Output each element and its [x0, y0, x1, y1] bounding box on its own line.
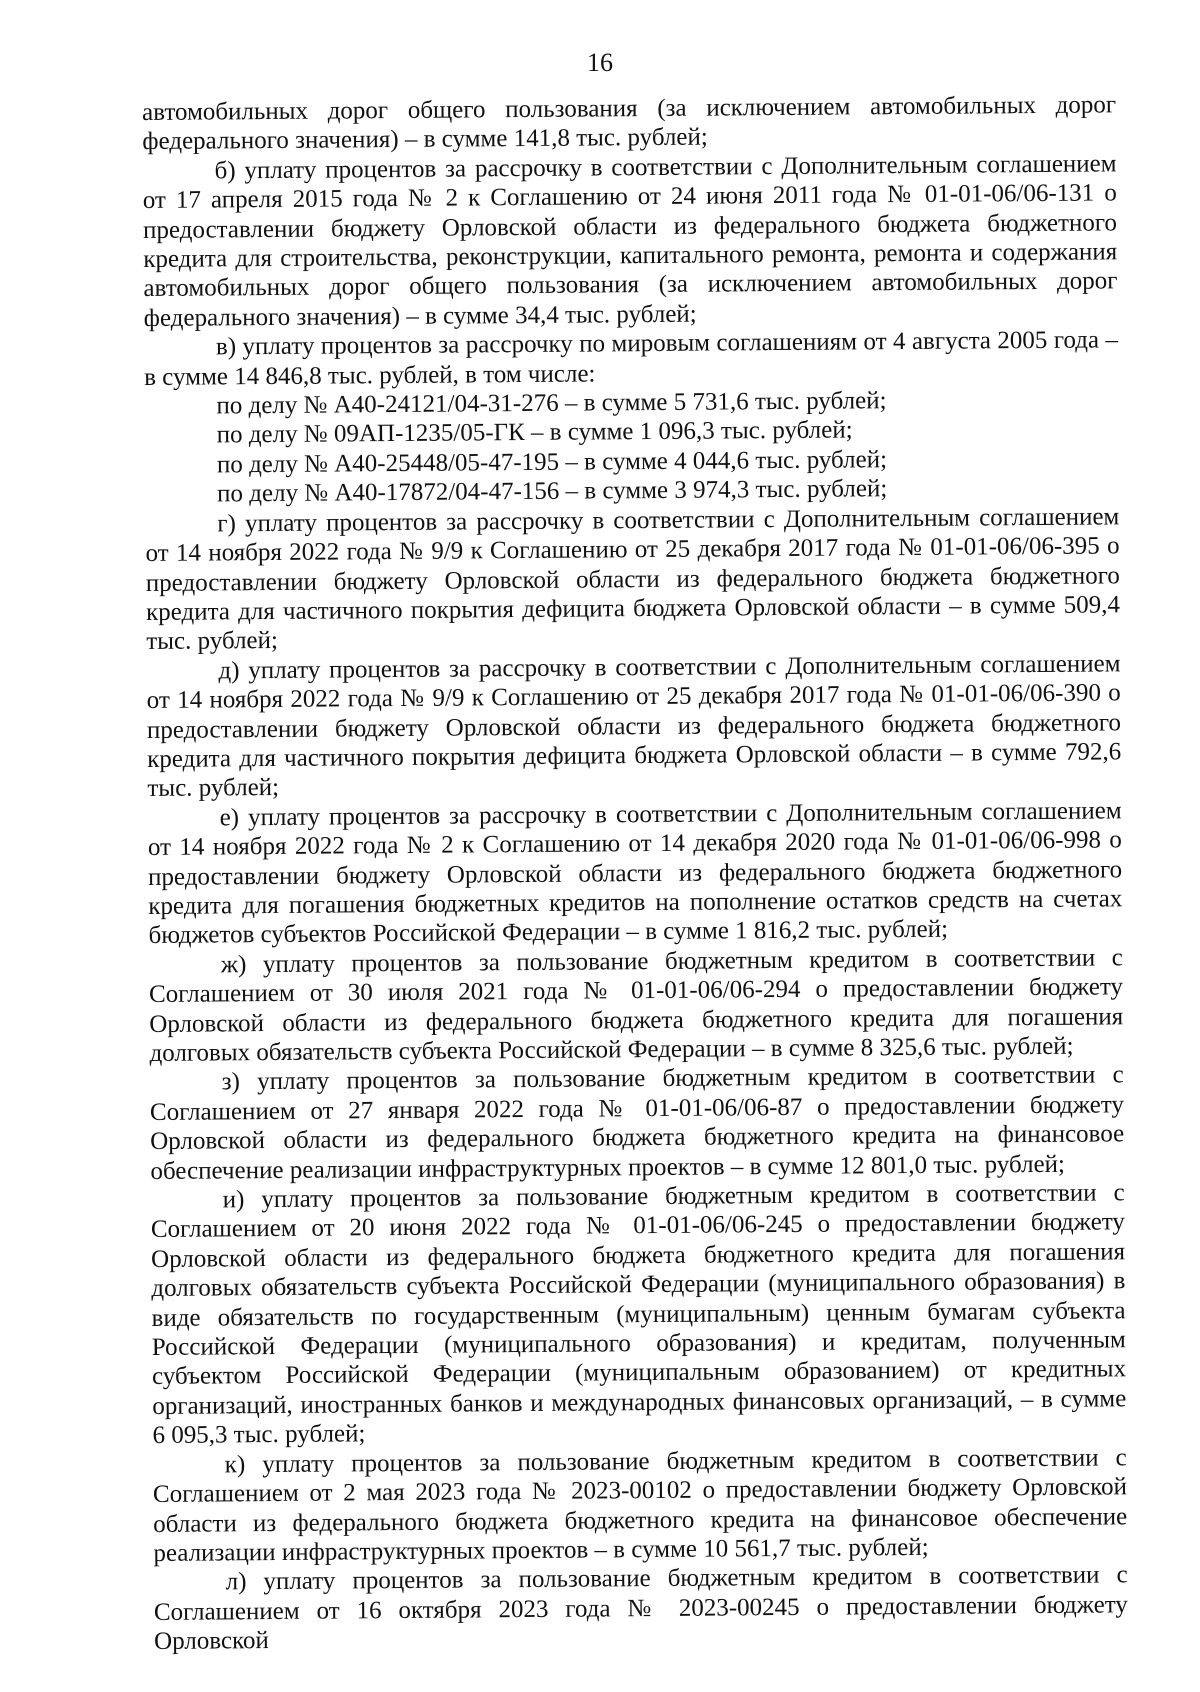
paragraph-item-v: в) уплату процентов за рассрочку по мировым соглашениям от 4 августа 2005 года – в сумме 14 846,8 тыс. рублей, в том числе:	[144, 326, 1119, 391]
paragraph-item-zh: ж) уплату процентов за пользование бюджетным кредитом в соответствии с Соглашением от 30 июля 2021 года № 01-01-06/06-294 о предоставлении бюджету Орловской области из федерального бюджета бюджетного кредита для погашения долговых обязательств субъекта Российской Федерации – в сумме 8 325,6 тыс. рублей;	[148, 944, 1124, 1067]
paragraph-item-e: е) уплату процентов за рассрочку в соответствии с Дополнительным соглашением от 14 ноября 2022 года № 2 к Соглашению от 14 декабря 2020 года № 01-01-06/06-998 о предоставлении бюджету Орловской области из федерального бюджета бюджетного кредита для погашения бюджетных кредитов на пополнение остатков средств на счетах бюджетов субъектов Российской Федерации – в сумме 1 816,2 тыс. рублей;	[147, 797, 1123, 950]
case-line: по делу № 09АП-1235/05-ГК – в сумме 1 096,3 тыс. рублей;	[216, 416, 853, 449]
paragraph-item-l: л) уплату процентов за пользование бюджетным кредитом в соответствии с Соглашением от 16 октября 2023 года № 2023-00245 о предоставлении бюджету Орловской	[153, 1561, 1128, 1656]
case-line: по делу № А40-24121/04-31-276 – в сумме 5 731,6 тыс. рублей;	[216, 387, 887, 420]
paragraph-item-b: б) уплату процентов за рассрочку в соответствии с Дополнительным соглашением от 17 апреля 2015 года № 2 к Соглашению от 24 июня 2011 года № 01-01-06/06-131 о предоставлении бюджету Орловской области из федерального бюджета бюджетного кредита для строительства, реконструкции, капитального ремонта, ремонта и содержания автомобильных дорог общего пользования (за исключением автомобильных дорог федерального значения) – в сумме 34,4 тыс. рублей;	[142, 150, 1118, 332]
document-body	[142, 90, 1128, 1656]
paragraph-item-g: г) уплату процентов за рассрочку в соответствии с Дополнительным соглашением от 14 ноября 2022 года № 9/9 к Соглашению от 25 декабря 2017 года № 01-01-06/06-395 о предоставлении бюджету Орловской области из федерального бюджета бюджетного кредита для частичного покрытия дефицита бюджета Орловской области – в сумме 509,4 тыс. рублей;	[145, 503, 1121, 656]
case-line: по делу № А40-25448/05-47-195 – в сумме 4 044,6 тыс. рублей;	[216, 446, 888, 479]
paragraph-item-k: к) уплату процентов за пользование бюджетным кредитом в соответствии с Соглашением от 2 мая 2023 года № 2023-00102 о предоставлении бюджету Орловской области из федерального бюджета бюджетного кредита на финансовое обеспечение реализации инфраструктурных проектов – в сумме 10 561,7 тыс. рублей;	[152, 1443, 1128, 1567]
paragraph-item-d: д) уплату процентов за рассрочку в соответствии с Дополнительным соглашением от 14 ноября 2022 года № 9/9 к Соглашению от 25 декабря 2017 года № 01-01-06/06-390 о предоставлении бюджету Орловской области из федерального бюджета бюджетного кредита для частичного покрытия дефицита бюджета Орловской области – в сумме 792,6 тыс. рублей;	[146, 650, 1122, 803]
paragraph-continuation: автомобильных дорог общего пользования (за исключением автомобильных дорог федерального значения) – в сумме 141,8 тыс. рублей;	[142, 91, 1117, 156]
paragraph-item-z: з) уплату процентов за пользование бюджетным кредитом в соответствии с Соглашением от 27 января 2022 года № 01-01-06/06-87 о предоставлении бюджету Орловской области из федерального бюджета бюджетного кредита на финансовое обеспечение реализации инфраструктурных проектов – в сумме 12 801,0 тыс. рублей;	[149, 1061, 1125, 1185]
paragraph-item-i: и) уплату процентов за пользование бюджетным кредитом в соответствии с Соглашением от 20 июня 2022 года № 01-01-06/06-245 о предоставлении бюджету Орловской области из федерального бюджета бюджетного кредита для погашения долговых обязательств субъекта Российской Федерации (муниципального образования) в виде обязательств по государственным (муниципальным) ценным бумагам субъекта Российской Федерации (муниципального образования) и кредитам, полученным субъектом Российской Федерации (муниципальным образованием) от кредитных организаций, иностранных банков и международных финансовых организаций, – в сумме 6 095,3 тыс. рублей;	[150, 1179, 1127, 1450]
page-number: 16	[587, 48, 613, 77]
case-line: по делу № А40-17872/04-47-156 – в сумме 3 974,3 тыс. рублей;	[217, 475, 888, 508]
